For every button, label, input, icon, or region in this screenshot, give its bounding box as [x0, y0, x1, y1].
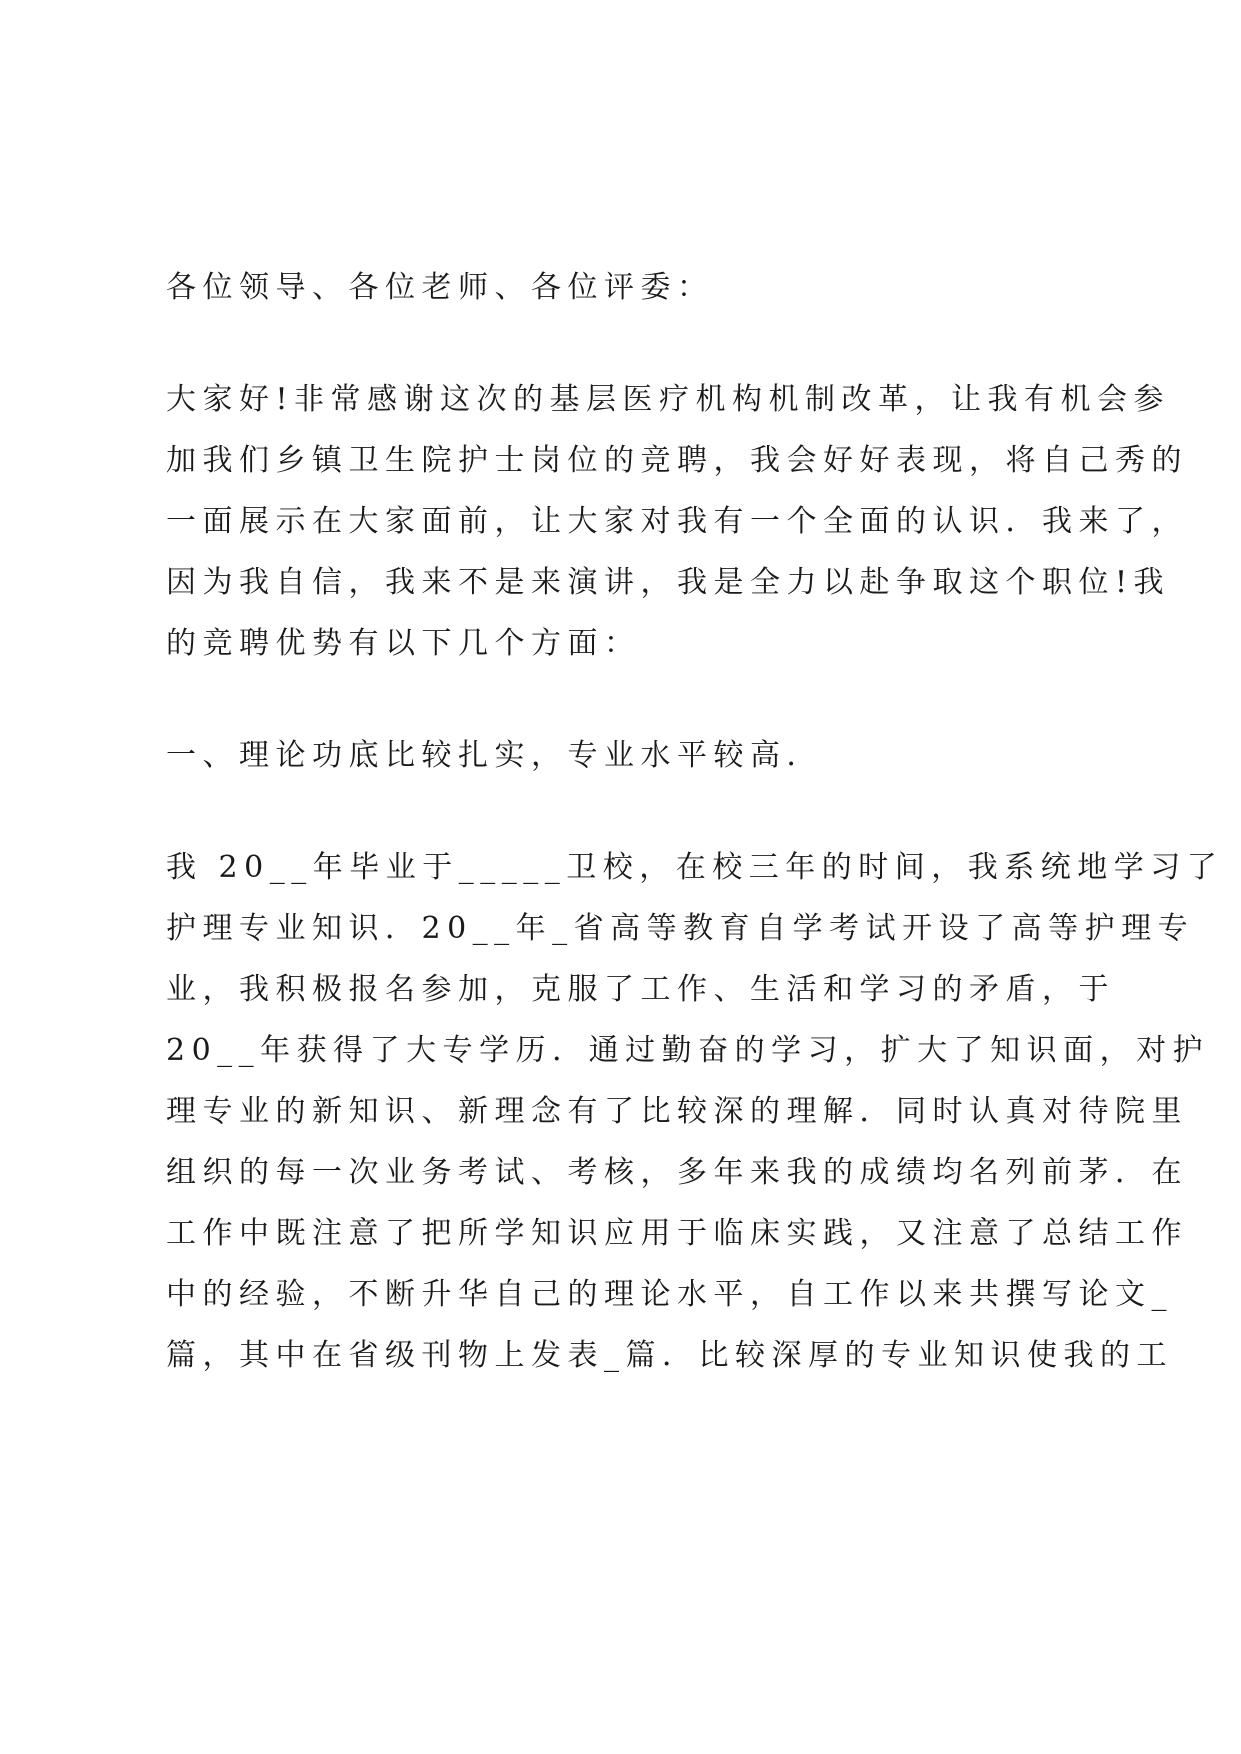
paragraph-line: 20__年获得了大专学历．通过勤奋的学习，扩大了知识面，对护	[166, 1033, 1210, 1068]
paragraph-line: 大家好!非常感谢这次的基层医疗机构机制改革，让我有机会参	[166, 382, 1171, 417]
paragraph-line: 一面展示在大家面前，让大家对我有一个全面的认识．我来了，	[166, 504, 1188, 539]
paragraph-line: 因为我自信，我来不是来演讲，我是全力以赴争取这个职位!我	[166, 565, 1171, 600]
paragraph-line: 业，我积极报名参加，克服了工作、生活和学习的矛盾，于	[166, 972, 1115, 1007]
paragraph-line: 篇，其中在省级刊物上发表_篇．比较深厚的专业知识使我的工	[166, 1338, 1173, 1373]
paragraph-line: 工作中既注意了把所学知识应用于临床实践，又注意了总结工作	[166, 1216, 1188, 1251]
paragraph-line: 组织的每一次业务考试、考核，多年来我的成绩均名列前茅．在	[166, 1155, 1188, 1190]
paragraph-line: 我 20__年毕业于_____卫校，在校三年的时间，我系统地学习了	[166, 850, 1224, 885]
paragraph-line: 护理专业知识．20__年_省高等教育自学考试开设了高等护理专	[166, 911, 1195, 946]
salutation: 各位领导、各位老师、各位评委：	[166, 270, 714, 305]
paragraph-line: 的竞聘优势有以下几个方面：	[166, 626, 641, 661]
section-heading: 一、理论功底比较扎实，专业水平较高．	[166, 738, 823, 773]
paragraph-line: 理专业的新知识、新理念有了比较深的理解．同时认真对待院里	[166, 1094, 1188, 1129]
paragraph-line: 中的经验，不断升华自己的理论水平，自工作以来共撰写论文_	[166, 1277, 1173, 1312]
paragraph-line: 加我们乡镇卫生院护士岗位的竞聘，我会好好表现，将自己秀的	[166, 443, 1188, 478]
